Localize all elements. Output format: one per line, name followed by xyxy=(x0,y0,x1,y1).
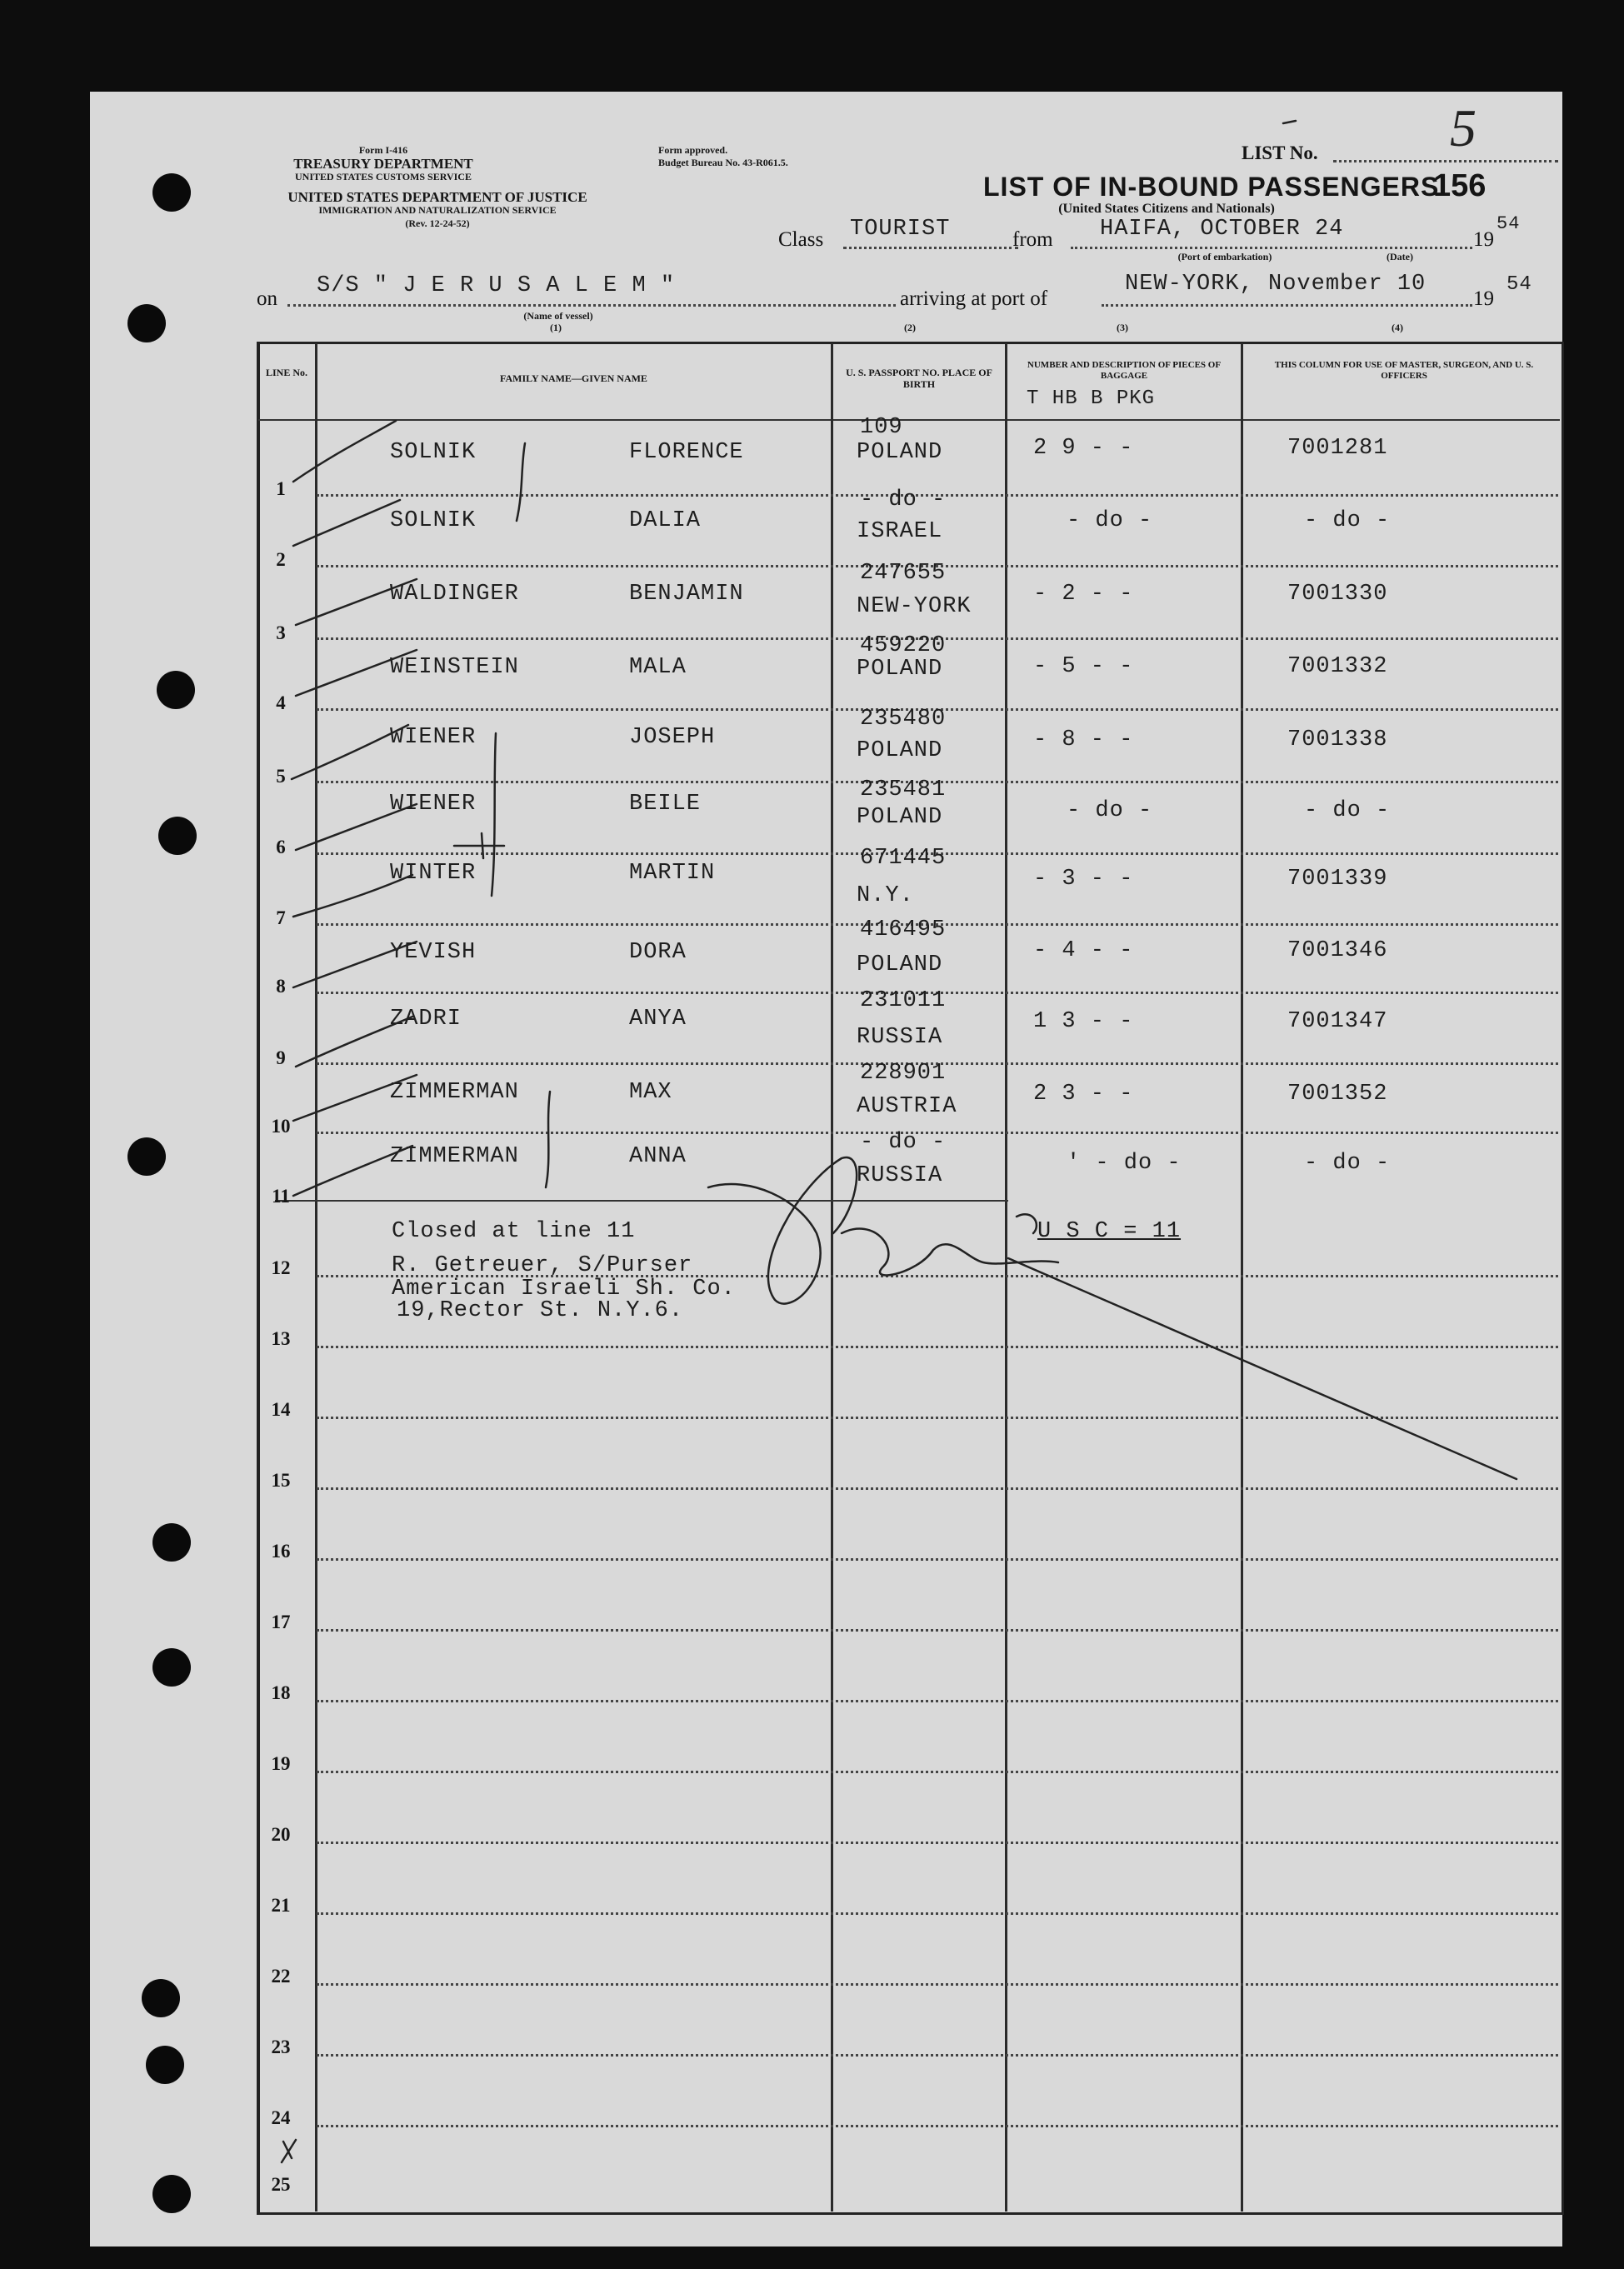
line-number: 4 xyxy=(276,692,286,713)
line-number: 9 xyxy=(276,1047,286,1068)
line-number: 24 xyxy=(271,2107,291,2128)
passenger-given-name: JOSEPH xyxy=(629,725,716,750)
from-label: from xyxy=(1012,228,1053,251)
line-number: 1 xyxy=(276,478,286,499)
strike-mark xyxy=(454,833,504,858)
header-baggage: NUMBER AND DESCRIPTION OF PIECES OF BAGGAGE xyxy=(1027,360,1222,381)
place-of-birth: POLAND xyxy=(857,440,943,465)
date-caption: (Date) xyxy=(1387,251,1413,262)
baggage-count: - 3 - - xyxy=(1033,867,1134,892)
passenger-family-name: WINTER xyxy=(390,861,477,886)
place-of-birth: ISRAEL xyxy=(857,519,943,544)
line-number: 5 xyxy=(276,766,286,787)
bracket-mark xyxy=(517,443,525,521)
check-mark xyxy=(293,421,396,482)
place-of-birth: N.Y. xyxy=(857,883,914,908)
form-approved: Form approved. xyxy=(658,144,728,156)
line-number: 6 xyxy=(276,837,286,857)
signature xyxy=(708,1157,857,1303)
place-of-birth: NEW-YORK xyxy=(857,594,972,619)
baggage-count: - do - xyxy=(1067,798,1153,823)
signature xyxy=(842,1229,1058,1276)
page-number: 156 xyxy=(1433,168,1487,203)
line-number: 15 xyxy=(271,1470,291,1491)
signature xyxy=(1017,1214,1037,1233)
check-mark xyxy=(293,1075,417,1121)
line-number: 12 xyxy=(271,1257,291,1278)
passenger-given-name: BENJAMIN xyxy=(629,582,744,607)
line-number: 21 xyxy=(271,1895,291,1916)
passport-number: 231011 xyxy=(860,988,947,1013)
page-title: LIST OF IN-BOUND PASSENGERS xyxy=(983,172,1440,202)
officer-entry: 7001352 xyxy=(1287,1082,1388,1107)
line-number: 14 xyxy=(271,1399,291,1420)
passenger-given-name: MAX xyxy=(629,1080,672,1105)
officer-entry: - do - xyxy=(1304,798,1391,823)
line-number: 13 xyxy=(271,1328,291,1349)
arriving-label: arriving at port of xyxy=(900,287,1048,310)
baggage-count: - do - xyxy=(1067,508,1153,533)
check-mark xyxy=(293,875,412,917)
passenger-family-name: WIENER xyxy=(390,725,477,750)
officer-entry: 7001347 xyxy=(1287,1009,1388,1034)
passenger-given-name: ANNA xyxy=(629,1144,687,1169)
passport-number: 228901 xyxy=(860,1061,947,1086)
header-name: FAMILY NAME—GIVEN NAME xyxy=(500,372,647,384)
stray-mark xyxy=(1283,121,1296,123)
line-number: 16 xyxy=(271,1541,291,1562)
passenger-given-name: BEILE xyxy=(629,792,702,817)
line-number: 8 xyxy=(276,976,286,997)
purser-name: R. Getreuer, S/Purser xyxy=(392,1253,693,1278)
form-number: Form I-416 xyxy=(358,144,408,156)
baggage-count: - 4 - - xyxy=(1033,938,1134,963)
customs-heading-text: UNITED STATES CUSTOMS SERVICE xyxy=(295,171,472,182)
justice-heading: UNITED STATES DEPARTMENT OF JUSTICE xyxy=(287,189,587,205)
baggage-count: - 8 - - xyxy=(1033,727,1134,752)
passport-number: 671445 xyxy=(860,846,947,871)
from-value: HAIFA, OCTOBER 24 xyxy=(1100,217,1344,242)
officer-entry: 7001339 xyxy=(1287,867,1388,892)
passenger-given-name: DORA xyxy=(629,940,687,965)
officer-entry: 7001346 xyxy=(1287,938,1388,963)
list-no-handwritten: 5 xyxy=(1450,98,1477,157)
check-mark xyxy=(293,1146,412,1196)
passport-number: 235480 xyxy=(860,707,947,732)
col-number-3: (3) xyxy=(1117,322,1128,333)
from-year-suffix: 54 xyxy=(1497,213,1521,234)
passenger-given-name: MARTIN xyxy=(629,861,716,886)
passenger-family-name: ZADRI xyxy=(390,1007,462,1032)
passport-number: 109 xyxy=(860,415,903,440)
company-address: 19,Rector St. N.Y.6. xyxy=(397,1298,684,1323)
usc-count: U S C = 11 xyxy=(1037,1219,1182,1244)
page-subtitle: (United States Citizens and Nationals) xyxy=(1058,202,1275,216)
arrival-value: NEW-YORK, November 10 xyxy=(1125,272,1427,297)
company-name: American Israeli Sh. Co. xyxy=(392,1277,736,1302)
place-of-birth: POLAND xyxy=(857,805,943,830)
class-label: Class xyxy=(778,228,824,251)
check-mark xyxy=(296,804,417,850)
passenger-given-name: FLORENCE xyxy=(629,440,744,465)
closed-at-line: Closed at line 11 xyxy=(392,1219,636,1244)
officer-entry: 7001330 xyxy=(1287,582,1388,607)
line-number: 22 xyxy=(271,1966,291,1987)
col-number-2: (2) xyxy=(904,322,916,333)
line-number: 2 xyxy=(276,549,286,570)
officer-entry: - do - xyxy=(1304,1151,1391,1176)
passport-number: - do - xyxy=(860,487,947,512)
passenger-family-name: ZIMMERMAN xyxy=(390,1080,519,1105)
officer-entry: 7001332 xyxy=(1287,654,1388,679)
place-of-birth: AUSTRIA xyxy=(857,1094,957,1119)
officer-entry: 7001338 xyxy=(1287,727,1388,752)
line-number: 3 xyxy=(276,622,286,643)
check-mark xyxy=(292,725,408,779)
baggage-count: ' - do - xyxy=(1067,1151,1182,1176)
place-of-birth: RUSSIA xyxy=(857,1025,943,1050)
passport-number: 247655 xyxy=(860,561,947,586)
place-of-birth: POLAND xyxy=(857,952,943,977)
place-of-birth: POLAND xyxy=(857,738,943,763)
line-number: 7 xyxy=(276,907,286,928)
vessel-caption: (Name of vessel) xyxy=(523,310,593,322)
passport-number: - do - xyxy=(860,1130,947,1155)
line-number: 18 xyxy=(271,1682,291,1703)
col-number-1: (1) xyxy=(550,322,562,333)
passenger-family-name: SOLNIK xyxy=(390,508,477,533)
check-mark xyxy=(296,1017,412,1067)
bracket-mark xyxy=(492,733,496,896)
immigration-heading: IMMIGRATION AND NATURALIZATION SERVICE xyxy=(318,204,557,216)
check-mark xyxy=(293,942,417,987)
arrival-year-suffix: 54 xyxy=(1507,273,1532,296)
line-number: 23 xyxy=(271,2037,291,2057)
tally-mark xyxy=(282,2140,296,2162)
passport-number: 459220 xyxy=(860,633,947,658)
header-officers: THIS COLUMN FOR USE OF MASTER, SURGEON, AND U. S. OFFICERS xyxy=(1274,360,1534,382)
on-label: on xyxy=(257,287,277,310)
line-number: 10 xyxy=(271,1116,291,1137)
arrival-year-prefix: 19 xyxy=(1473,287,1494,310)
place-of-birth: POLAND xyxy=(857,657,943,682)
baggage-count: 1 3 - - xyxy=(1033,1009,1134,1034)
passenger-family-name: SOLNIK xyxy=(390,440,477,465)
embark-caption: (Port of embarkation) xyxy=(1177,251,1272,262)
line-number: 11 xyxy=(272,1186,290,1207)
passenger-given-name: ANYA xyxy=(629,1007,687,1032)
class-value: TOURIST xyxy=(850,217,951,242)
bracket-mark xyxy=(546,1092,550,1187)
header-line-no: LINE No. xyxy=(265,367,307,378)
col-number-4: (4) xyxy=(1392,322,1403,333)
cancel-line xyxy=(1008,1258,1517,1479)
from-year-prefix: 19 xyxy=(1473,228,1494,251)
passenger-family-name: YEVISH xyxy=(390,940,477,965)
passenger-family-name: WALDINGER xyxy=(390,582,519,607)
officer-entry: 7001281 xyxy=(1287,436,1388,461)
baggage-count: - 5 - - xyxy=(1033,654,1134,679)
line-number: 20 xyxy=(271,1824,291,1845)
line-number: 25 xyxy=(271,2174,291,2195)
place-of-birth: RUSSIA xyxy=(857,1163,943,1188)
check-mark xyxy=(296,579,417,625)
line-number: 17 xyxy=(271,1612,291,1632)
revision-date: (Rev. 12-24-52) xyxy=(405,217,470,229)
baggage-count: 2 3 - - xyxy=(1033,1082,1134,1107)
line-number: 19 xyxy=(271,1753,291,1774)
passenger-family-name: WEINSTEIN xyxy=(390,655,519,680)
header-baggage-types: T HB B PKG xyxy=(1027,387,1156,410)
officer-entry: - do - xyxy=(1304,508,1391,533)
passenger-given-name: MALA xyxy=(629,655,687,680)
passenger-given-name: DALIA xyxy=(629,508,702,533)
passport-number: 235481 xyxy=(860,777,947,802)
check-mark xyxy=(296,650,417,696)
baggage-count: 2 9 - - xyxy=(1033,436,1134,461)
passport-number: 416495 xyxy=(860,917,947,942)
check-mark xyxy=(293,500,400,546)
list-no-label: LIST No. xyxy=(1242,142,1318,163)
baggage-count: - 2 - - xyxy=(1033,582,1134,607)
header-passport: U. S. PASSPORT NO. PLACE OF BIRTH xyxy=(846,367,992,391)
passenger-family-name: WIENER xyxy=(390,792,477,817)
treasury-heading: TREASURY DEPARTMENT xyxy=(293,156,473,172)
budget-bureau: Budget Bureau No. 43-R061.5. xyxy=(658,157,788,168)
vessel-name: S/S " J E R U S A L E M " xyxy=(317,273,676,298)
passenger-family-name: ZIMMERMAN xyxy=(390,1144,519,1169)
